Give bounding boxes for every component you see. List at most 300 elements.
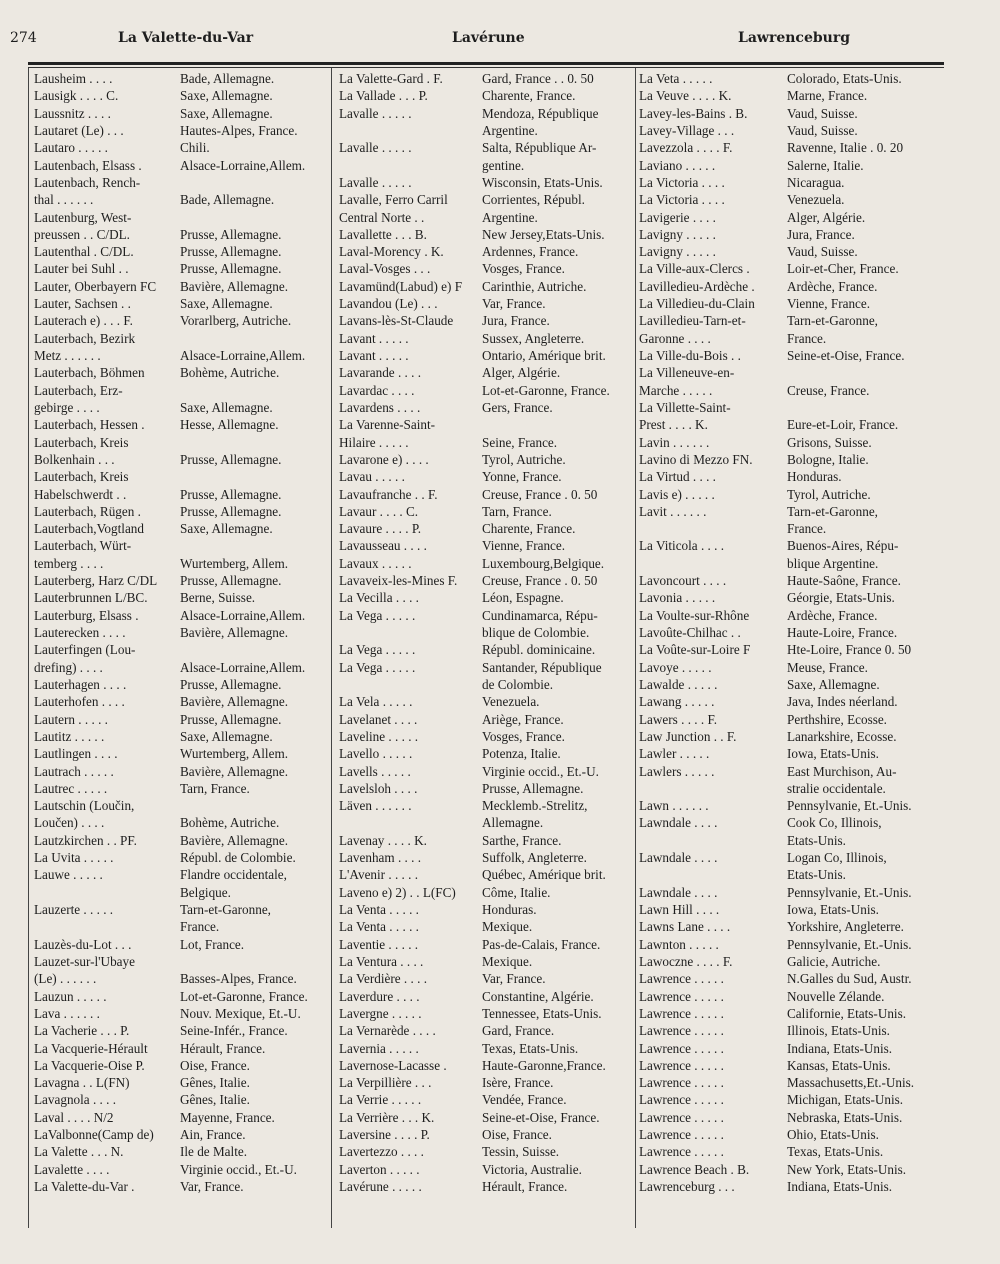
place-name: Laverton . . . . . xyxy=(339,1161,420,1177)
place-name: Lautzkirchen . . PF. xyxy=(34,832,137,848)
place-name: La Ventura . . . . xyxy=(339,953,424,969)
place-name: Lawrence . . . . . xyxy=(639,1040,724,1056)
place-name: Lavit . . . . . . xyxy=(639,503,707,519)
place-location: Tarn-et-Garonne, xyxy=(787,503,878,519)
place-location: Prusse, Allemagne. xyxy=(180,226,282,242)
place-location: Seine-et-Oise, France. xyxy=(787,348,905,363)
header-rule-thin xyxy=(28,67,944,68)
place-name: Lavigny . . . . . xyxy=(639,244,716,260)
place-name: Lavaur . . . . C. xyxy=(339,503,419,519)
place-name: Lauzet-sur-l'Ubaye xyxy=(34,953,135,969)
place-name: Lawn . . . . . . xyxy=(639,798,709,814)
place-location: Vosges, France. xyxy=(482,261,565,277)
place-location: Alger, Algérie. xyxy=(482,365,561,381)
place-name: Lauterecken . . . . xyxy=(34,625,126,640)
place-name: Laveno e) 2) . . L(FC) xyxy=(339,884,456,900)
place-location: Perthshire, Ecosse. xyxy=(787,711,887,727)
place-name: Lauterburg, Elsass . xyxy=(34,607,139,623)
place-location: Grisons, Suisse. xyxy=(787,434,872,450)
place-name: Lavilledieu-Ardèche . xyxy=(639,278,755,294)
place-name: Lawrence . . . . . xyxy=(639,988,724,1004)
place-location: France. xyxy=(180,919,220,935)
place-name: Lavoncourt . . . . xyxy=(639,573,727,589)
place-location: Bade, Allemagne. xyxy=(180,192,275,208)
place-name: Lavernose-Lacasse . xyxy=(339,1057,447,1073)
place-name: La Uvita . . . . . xyxy=(34,850,114,866)
place-name: Lavagnola . . . . xyxy=(34,1092,117,1108)
place-name: Lava . . . . . . xyxy=(34,1005,100,1021)
place-location: Prusse, Allemagne. xyxy=(180,261,282,277)
place-location: Texas, Etats-Unis. xyxy=(482,1040,579,1056)
place-name: La Voûte-sur-Loire F xyxy=(639,642,751,658)
place-location: Galicie, Autriche. xyxy=(787,953,881,969)
place-name: La Voulte-sur-Rhône xyxy=(639,607,750,623)
place-location: Saxe, Allemagne. xyxy=(180,728,273,744)
place-location: Pennsylvanie, Et.-Unis. xyxy=(787,798,912,814)
place-location: France. xyxy=(787,330,827,346)
place-location: Vienne, France. xyxy=(787,296,871,312)
place-name: Lawrence . . . . . xyxy=(639,1075,724,1091)
place-name: Lauzerte . . . . . xyxy=(34,902,114,917)
place-location: Tyrol, Autriche. xyxy=(482,451,566,467)
place-location: Gard, France. xyxy=(482,1023,555,1039)
place-name: Laussnitz . . . . xyxy=(34,105,111,121)
place-name: Lawrence Beach . B. xyxy=(639,1161,750,1177)
place-name: Laval-Morency . K. xyxy=(339,244,444,260)
place-location: Seine-et-Oise, France. xyxy=(482,1109,600,1125)
place-name: La Virtud . . . . xyxy=(639,469,716,485)
place-location: Var, France. xyxy=(180,1179,244,1194)
place-location: Jura, France. xyxy=(482,313,550,329)
place-name: La Vacquerie-Oise P. xyxy=(34,1057,145,1073)
place-name: Lawler . . . . . xyxy=(639,746,710,762)
place-location: Ariège, France. xyxy=(482,711,564,727)
place-location: Ile de Malte. xyxy=(180,1144,248,1160)
place-location: Vaud, Suisse. xyxy=(787,105,858,121)
place-location: Tarn, France. xyxy=(180,780,250,796)
place-location: Ardèche, France. xyxy=(787,278,878,294)
place-location: Mecklemb.-Strelitz, xyxy=(482,798,588,814)
place-location: Java, Indes néerland. xyxy=(787,694,898,710)
place-name: Lavalle, Ferro Carril xyxy=(339,192,448,208)
place-location: Pennsylvanie, Et.-Unis. xyxy=(787,884,912,900)
place-location: Indiana, Etats-Unis. xyxy=(787,1179,893,1194)
place-name: Lavant . . . . . xyxy=(339,348,409,363)
place-name: Lawrence . . . . . xyxy=(639,1109,724,1125)
place-location: Vorarlberg, Autriche. xyxy=(180,313,292,329)
place-location: New York, Etats-Unis. xyxy=(787,1161,907,1177)
place-location: Santander, République xyxy=(482,659,602,675)
place-location: Bohème, Autriche. xyxy=(180,365,280,381)
place-name: La Vacquerie-Hérault xyxy=(34,1040,148,1056)
place-location: East Murchison, Au- xyxy=(787,763,897,779)
place-location: Honduras. xyxy=(787,469,842,485)
place-name: Central Norte . . xyxy=(339,209,425,225)
place-location: Québec, Amérique brit. xyxy=(482,867,606,883)
place-location: Potenza, Italie. xyxy=(482,746,561,762)
place-name: Laverdure . . . . xyxy=(339,988,420,1004)
place-name: Lauterbrunnen L/BC. xyxy=(34,590,148,606)
place-name: Lauterbach, Erz- xyxy=(34,382,123,398)
place-location: Haute-Loire, France. xyxy=(787,625,898,640)
place-name: La Veta . . . . . xyxy=(639,71,713,86)
place-name: La Viticola . . . . xyxy=(639,538,725,554)
place-location: Venezuela. xyxy=(787,192,845,208)
place-name: Lavalette . . . . xyxy=(34,1161,110,1177)
place-name: Lavaufranche . . F. xyxy=(339,486,438,502)
place-name: Lavello . . . . . xyxy=(339,746,413,762)
place-location: Chili. xyxy=(180,140,210,156)
place-location: Colorado, Etats-Unis. xyxy=(787,71,902,86)
place-name: L'Avenir . . . . . xyxy=(339,867,419,883)
place-name: Lavaux . . . . . xyxy=(339,555,412,571)
place-location: Sarthe, France. xyxy=(482,832,562,848)
place-location: Hérault, France. xyxy=(180,1040,266,1056)
place-location: Bavière, Allemagne. xyxy=(180,832,289,848)
place-name: Lauterbach, Kreis xyxy=(34,469,129,485)
place-name: Lavalle . . . . . xyxy=(339,105,412,121)
place-location: Gênes, Italie. xyxy=(180,1092,250,1108)
place-location: Cook Co, Illinois, xyxy=(787,815,882,831)
place-location: Var, France. xyxy=(482,971,546,987)
place-name: gebirge . . . . xyxy=(34,399,100,415)
place-name: Lawrence . . . . . xyxy=(639,1127,724,1143)
place-location: Belgique. xyxy=(180,884,231,900)
place-name: Lawndale . . . . xyxy=(639,850,718,866)
place-location: Bavière, Allemagne. xyxy=(180,278,289,294)
place-location: Tyrol, Autriche. xyxy=(787,486,871,502)
place-name: Lautitz . . . . . xyxy=(34,728,105,744)
place-location: Nouv. Mexique, Et.-U. xyxy=(180,1005,301,1021)
place-name: Garonne . . . . xyxy=(639,330,711,346)
place-location: Yonne, France. xyxy=(482,469,562,485)
header-right-title: Lawrenceburg xyxy=(738,30,850,46)
place-name: La Verpillière . . . xyxy=(339,1075,432,1091)
place-location: Charente, France. xyxy=(482,88,576,104)
place-name: Lavaveix-les-Mines F. xyxy=(339,573,458,589)
place-location: Pas-de-Calais, France. xyxy=(482,936,601,952)
place-name: La Ville-aux-Clercs . xyxy=(639,261,750,277)
place-name: Lavoye . . . . . xyxy=(639,659,712,675)
place-location: Nebraska, Etats-Unis. xyxy=(787,1109,903,1125)
place-name: La Ville-du-Bois . . xyxy=(639,348,741,363)
place-name: Lauterbach, Kreis xyxy=(34,434,129,450)
place-name: Lauzès-du-Lot . . . xyxy=(34,936,132,952)
place-location: Luxembourg,Belgique. xyxy=(482,555,605,571)
place-name: Lavardens . . . . xyxy=(339,399,421,415)
place-name: La Victoria . . . . xyxy=(639,174,725,190)
place-name: La Victoria . . . . xyxy=(639,192,725,208)
place-name: Law Junction . . F. xyxy=(639,728,737,744)
place-location: Marne, France. xyxy=(787,88,868,104)
place-name: La Veuve . . . . K. xyxy=(639,88,732,104)
place-location: Républ. dominicaine. xyxy=(482,642,596,658)
place-location: Cundinamarca, Répu- xyxy=(482,607,598,623)
column-divider xyxy=(331,68,332,1228)
place-name: Lawalde . . . . . xyxy=(639,676,718,692)
place-location: Gers, France. xyxy=(482,399,553,415)
place-location: New Jersey,Etats-Unis. xyxy=(482,226,605,242)
place-location: Côme, Italie. xyxy=(482,884,551,900)
place-location: Prusse, Allemagne. xyxy=(180,486,282,502)
place-location: Virginie occid., Et.-U. xyxy=(180,1161,297,1177)
place-location: Loir-et-Cher, France. xyxy=(787,261,899,277)
place-location: Hesse, Allemagne. xyxy=(180,417,279,433)
place-name: drefing) . . . . xyxy=(34,659,103,675)
place-name: Laversine . . . . P. xyxy=(339,1127,430,1143)
place-location: Seine, France. xyxy=(482,434,558,450)
place-location: Gênes, Italie. xyxy=(180,1075,250,1091)
place-name: Lawoczne . . . . F. xyxy=(639,953,733,969)
place-location: Prusse, Allemagne. xyxy=(482,780,584,796)
place-name: La Villeneuve-en- xyxy=(639,365,735,381)
place-location: Prusse, Allemagne. xyxy=(180,573,282,589)
place-location: Berne, Suisse. xyxy=(180,590,256,606)
page-header xyxy=(0,30,1000,56)
place-location: Géorgie, Etats-Unis. xyxy=(787,590,895,606)
place-name: La Verrière . . . K. xyxy=(339,1109,435,1125)
place-location: Ardèche, France. xyxy=(787,607,878,623)
place-name: Lauter bei Suhl . . xyxy=(34,261,129,277)
place-location: Texas, Etats-Unis. xyxy=(787,1144,884,1160)
place-name: Lawndale . . . . xyxy=(639,884,718,900)
place-location: Prusse, Allemagne. xyxy=(180,244,282,260)
place-location: Massachusetts,Et.-Unis. xyxy=(787,1075,915,1091)
place-location: Saxe, Allemagne. xyxy=(180,399,273,415)
place-location: Haute-Garonne,France. xyxy=(482,1057,606,1073)
place-name: LaValbonne(Camp de) xyxy=(34,1127,154,1143)
place-name: La Vela . . . . . xyxy=(339,694,413,710)
place-location: Vaud, Suisse. xyxy=(787,244,858,260)
place-location: Alsace-Lorraine,Allem. xyxy=(180,659,306,675)
place-location: Tarn-et-Garonne, xyxy=(787,313,878,329)
place-location: Gard, France . . 0. 50 xyxy=(482,71,594,86)
place-location: Haute-Saône, France. xyxy=(787,573,901,589)
place-name: Lawrenceburg . . . xyxy=(639,1179,735,1194)
place-name: Lavis e) . . . . . xyxy=(639,486,715,502)
column-divider xyxy=(28,68,29,1228)
place-name: Lavigny . . . . . xyxy=(639,226,716,242)
place-location: Kansas, Etats-Unis. xyxy=(787,1057,891,1073)
place-name: Lavérune . . . . . xyxy=(339,1179,422,1194)
place-location: Creuse, France . 0. 50 xyxy=(482,573,598,589)
place-name: Lawlers . . . . . xyxy=(639,763,715,779)
place-name: Lavezzola . . . . F. xyxy=(639,140,733,156)
place-location: Allemagne. xyxy=(482,815,544,831)
place-location: N.Galles du Sud, Austr. xyxy=(787,971,912,987)
place-location: Charente, France. xyxy=(482,521,576,537)
place-name: Lauterbach, Rügen . xyxy=(34,503,141,519)
place-name: Lauterberg, Harz C/DL xyxy=(34,573,158,589)
place-location: Prusse, Allemagne. xyxy=(180,711,282,727)
place-location: Logan Co, Illinois, xyxy=(787,850,887,866)
place-location: Bavière, Allemagne. xyxy=(180,763,289,779)
place-name: Lawndale . . . . xyxy=(639,815,718,831)
place-location: Vosges, France. xyxy=(482,728,565,744)
place-name: Lauterfingen (Lou- xyxy=(34,642,136,658)
place-name: La Varenne-Saint- xyxy=(339,417,436,433)
place-location: Isère, France. xyxy=(482,1075,554,1091)
place-location: Lot-et-Garonne, France. xyxy=(180,988,308,1004)
header-center-title: Lavérune xyxy=(452,30,525,46)
place-location: Lot, France. xyxy=(180,936,245,952)
place-name: Lavino di Mezzo FN. xyxy=(639,451,753,467)
place-name: Lavey-les-Bains . B. xyxy=(639,105,748,121)
place-location: stralie occidentale. xyxy=(787,780,886,796)
place-location: Hautes-Alpes, France. xyxy=(180,122,298,138)
column-divider xyxy=(635,68,636,1228)
place-location: Prusse, Allemagne. xyxy=(180,503,282,519)
place-name: Lavilledieu-Tarn-et- xyxy=(639,313,746,329)
place-name: Laviano . . . . . xyxy=(639,157,716,173)
place-name: Lauterbach, Bezirk xyxy=(34,330,136,346)
place-name: Lauterbach, Hessen . xyxy=(34,417,145,433)
place-location: Ardennes, France. xyxy=(482,244,579,260)
place-location: Saxe, Allemagne. xyxy=(180,521,273,537)
place-name: Lavernia . . . . . xyxy=(339,1040,419,1056)
place-location: Saxe, Allemagne. xyxy=(180,296,273,312)
place-name: Lavenay . . . . K. xyxy=(339,832,427,848)
place-location: Jura, France. xyxy=(787,226,855,242)
place-location: Nouvelle Zélande. xyxy=(787,988,885,1004)
place-name: La Venta . . . . . xyxy=(339,902,419,917)
place-name: Lawrence . . . . . xyxy=(639,1057,724,1073)
place-location: de Colombie. xyxy=(482,676,554,692)
place-name: Lautrach . . . . . xyxy=(34,763,114,779)
place-name: Lawrence . . . . . xyxy=(639,1144,724,1160)
place-location: Bade, Allemagne. xyxy=(180,71,275,86)
place-name: Lavandou (Le) . . . xyxy=(339,296,438,312)
place-location: Alsace-Lorraine,Allem. xyxy=(180,157,306,173)
place-location: Oise, France. xyxy=(180,1057,250,1073)
place-name: Lavausseau . . . . xyxy=(339,538,427,554)
place-location: Tessin, Suisse. xyxy=(482,1144,560,1160)
place-name: Lavau . . . . . xyxy=(339,469,405,485)
place-location: Tarn, France. xyxy=(482,503,552,519)
place-name: Lauterbach, Würt- xyxy=(34,538,132,554)
place-name: Lawrence . . . . . xyxy=(639,1005,724,1021)
place-location: Oise, France. xyxy=(482,1127,552,1143)
place-location: Ohio, Etats-Unis. xyxy=(787,1127,879,1143)
place-name: Lawang . . . . . xyxy=(639,694,715,710)
place-name: Lawn Hill . . . . xyxy=(639,902,720,917)
place-location: Pennsylvanie, Et.-Unis. xyxy=(787,936,912,952)
place-name: Lavardac . . . . xyxy=(339,382,415,398)
place-name: La Valette-du-Var . xyxy=(34,1179,135,1194)
place-name: Laval-Vosges . . . xyxy=(339,261,431,277)
place-location: Mexique. xyxy=(482,919,533,935)
place-location: Seine-Infér., France. xyxy=(180,1023,288,1039)
place-name: Lavans-lès-St-Claude xyxy=(339,313,454,329)
place-name: La Vallade . . . P. xyxy=(339,88,428,104)
place-location: Iowa, Etats-Unis. xyxy=(787,746,879,762)
place-location: Vienne, France. xyxy=(482,538,566,554)
place-name: Lausigk . . . . C. xyxy=(34,88,119,104)
place-name: Lavalle . . . . . xyxy=(339,174,412,190)
place-name: Lawrence . . . . . xyxy=(639,971,724,987)
place-name: Lavant . . . . . xyxy=(339,330,409,346)
place-name: Lautschin (Loučin, xyxy=(34,798,135,814)
place-name: Lautrec . . . . . xyxy=(34,780,108,796)
place-name: La Vernarède . . . . xyxy=(339,1023,436,1039)
place-location: Tennessee, Etats-Unis. xyxy=(482,1005,602,1021)
place-name: La Vega . . . . . xyxy=(339,659,416,675)
header-rule xyxy=(28,62,944,65)
place-location: Var, France. xyxy=(482,296,546,312)
place-location: Mendoza, République xyxy=(482,105,599,121)
place-name: Lavelanet . . . . xyxy=(339,711,418,727)
place-location: Ravenne, Italie . 0. 20 xyxy=(787,140,904,156)
place-name: Lavalle . . . . . xyxy=(339,140,412,156)
place-location: blique Argentine. xyxy=(787,555,879,571)
place-location: Vaud, Suisse. xyxy=(787,122,858,138)
place-name: La Vega . . . . . xyxy=(339,642,416,658)
place-name: Lavelsloh . . . . xyxy=(339,780,418,796)
place-location: Yorkshire, Angleterre. xyxy=(787,919,904,935)
place-location: Mayenne, France. xyxy=(180,1109,275,1125)
place-location: Nicaragua. xyxy=(787,174,845,190)
place-location: Sussex, Angleterre. xyxy=(482,330,585,346)
place-location: Suffolk, Angleterre. xyxy=(482,850,587,866)
place-name: Loučen) . . . . xyxy=(34,815,105,831)
place-location: Bavière, Allemagne. xyxy=(180,694,289,710)
place-name: temberg . . . . xyxy=(34,555,104,571)
place-location: Vendée, France. xyxy=(482,1092,567,1108)
place-location: Victoria, Australie. xyxy=(482,1161,582,1177)
place-name: Laveline . . . . . xyxy=(339,728,419,744)
place-name: Lavey-Village . . . xyxy=(639,122,735,138)
place-location: gentine. xyxy=(482,157,525,173)
place-location: Prusse, Allemagne. xyxy=(180,451,282,467)
place-location: Venezuela. xyxy=(482,694,540,710)
place-name: Lavamünd(Labud) e) F xyxy=(339,278,463,294)
place-location: France. xyxy=(787,521,827,537)
place-name: Marche . . . . . xyxy=(639,382,713,398)
place-name: Lavallette . . . B. xyxy=(339,226,427,242)
place-name: Lautern . . . . . xyxy=(34,711,108,727)
place-name: preussen . . C/DL. xyxy=(34,226,130,242)
place-location: Virginie occid., Et.-U. xyxy=(482,763,599,779)
place-location: Salta, République Ar- xyxy=(482,140,597,156)
place-name: Lawrence . . . . . xyxy=(639,1092,724,1108)
place-name: La Valette . . . N. xyxy=(34,1144,124,1160)
place-name: Lauterach e) . . . F. xyxy=(34,313,133,329)
place-name: Lautaro . . . . . xyxy=(34,140,108,156)
place-name: Metz . . . . . . xyxy=(34,348,101,363)
place-name: Lavonia . . . . . xyxy=(639,590,716,606)
place-location: Ain, France. xyxy=(180,1127,246,1143)
place-location: Constantine, Algérie. xyxy=(482,988,594,1004)
place-name: Lautlingen . . . . xyxy=(34,746,118,762)
place-location: Lanarkshire, Ecosse. xyxy=(787,728,897,744)
place-name: Lauter, Sachsen . . xyxy=(34,296,131,312)
place-name: Lausheim . . . . xyxy=(34,71,113,86)
place-location: Argentine. xyxy=(482,209,538,225)
place-location: Saxe, Allemagne. xyxy=(180,88,273,104)
place-name: Laventie . . . . . xyxy=(339,936,419,952)
place-name: Prest . . . . K. xyxy=(639,417,708,433)
place-name: Lautaret (Le) . . . xyxy=(34,122,124,138)
place-name: Lawnton . . . . . xyxy=(639,936,719,952)
place-name: Laval . . . . N/2 xyxy=(34,1109,114,1125)
place-location: Wurtemberg, Allem. xyxy=(180,746,288,762)
place-location: Lot-et-Garonne, France. xyxy=(482,382,610,398)
place-name: Lauzun . . . . . xyxy=(34,988,107,1004)
place-name: Lautenburg, West- xyxy=(34,209,132,225)
place-name: La Verdière . . . . xyxy=(339,971,428,987)
place-location: Iowa, Etats-Unis. xyxy=(787,902,879,917)
place-name: Lauwe . . . . . xyxy=(34,867,103,883)
